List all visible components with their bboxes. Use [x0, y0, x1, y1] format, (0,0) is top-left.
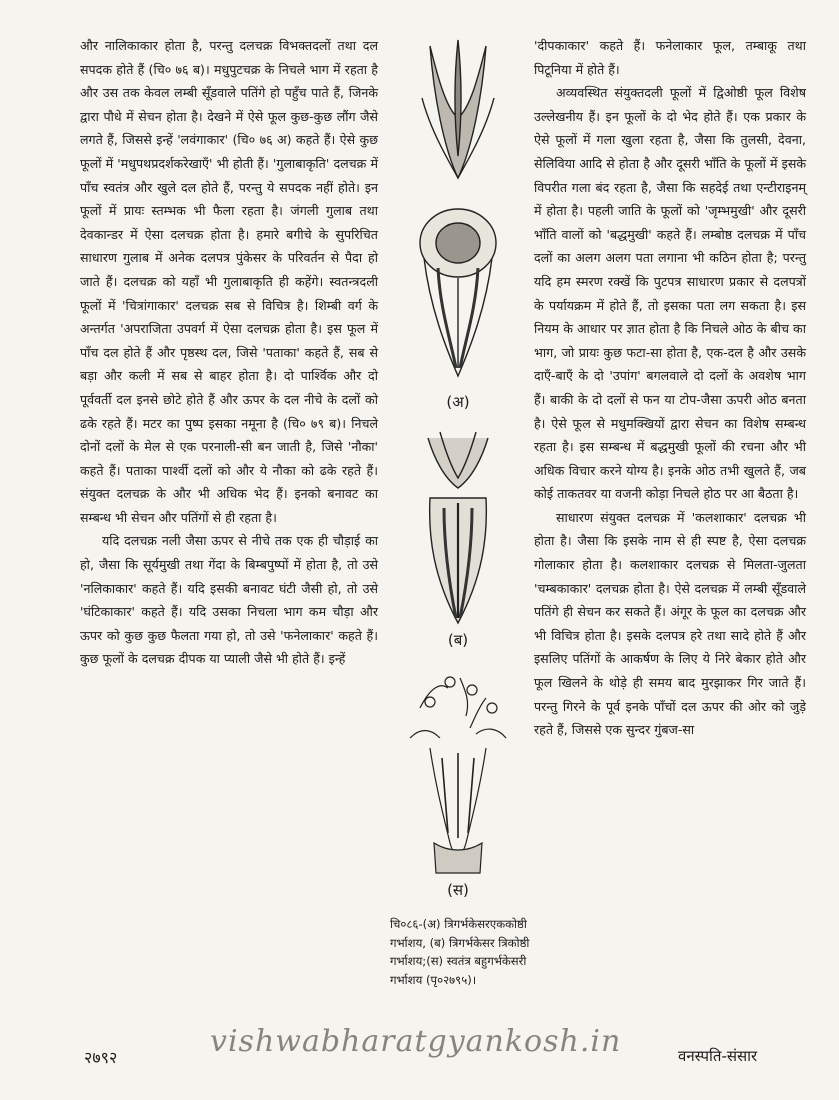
right-paragraph-3: साधारण संयुक्त दलचक्र में 'कलशाकार' दलचक्र भी होता है। जैसा कि इसके नाम से ही स्पष्ट है, ऐसा दलचक्र गोलाकार होता है। कलशाकार दलचक्र से मिलता-जुलता 'चम्बकाकार' दलचक्र होता है। ऐसे दलचक्र में लम्बी सूँडवाले पतिंगे ही सेचन कर सकते हैं। अंगूर के फूल का दलचक्र और भी विचित्र होता है। इसके दलपत्र हरे तथा सादे होते हैं और इसलिए पतिंगों के आकर्षण के लिए ये निरे बेकार होते और फूल खिलने के थोड़े ही समय बाद मुरझाकर गिर जाते हैं। परन्तु गिरने के पूर्व इनके पाँचों दल ऊपर की ओर को जुड़े रहते हैं, जिससे एक सुन्दर गुंबज-सा: [534, 509, 806, 738]
right-text-column: [534, 34, 806, 742]
figure-c-illustration: [400, 668, 516, 874]
figure-b-illustration: [400, 428, 516, 628]
left-paragraph-2: यदि दलचक्र नली जैसा ऊपर से नीचे तक एक ही चौड़ाई का हो, जैसा कि सूर्यमुखी तथा गेंदा के बिम्बपुष्पों में होता है, तो उसे 'नलिकाकार' कहते हैं। यदि इसकी बनावट घंटी जैसी हो, तो उसे 'घंटिकाकार' कहते हैं। यदि उसका निचला भाग कम चौड़ा और ऊपर को कुछ कुछ फैलता गया हो, तो उसे 'फनेलाकार' कहते हैं। कुछ फूलों के दलचक्र दीपक या प्याली जैसे भी होते हैं। इन्हें: [80, 533, 378, 667]
figure-b-label: (ब): [447, 631, 469, 649]
left-paragraph-1: और नालिकाकार होता है, परन्तु दलचक्र विभक्तदलों तथा दल सपदक होते हैं (चि० ७६ ब)। मधुपुटचक्र के निचले भाग में रहता है और उस तक केवल लम्बी सूँडवाले पतिंगे हो पहुँच पाते हैं, जिनके द्वारा पौधे में सेचन होता है। देखने में ऐसे फूल कुछ-कुछ लौंग जैसे लगते हैं, जिससे इन्हें 'लवंगाकार' (चि० ७६ अ) कहते हैं। ऐसे कुछ फूलों में 'मधुपथप्रदर्शकरेखाएँ' भी होती हैं। 'गुलाबाकृति' दलचक्र में पाँच स्वतंत्र और खुले दल होते हैं, परन्तु ये सपदक नहीं होते। इन फूलों में प्रायः स्तम्भक भी फैला रहता है। जंगली गुलाब तथा देवकान्डर में ऐसा दलचक्र होता है। हमारे बगीचे के सुपरिचित साधारण गुलाब में अनेक दलपत्र पुंकेसर के परिवर्तन से पैदा हो जाते हैं। दलचक्र को यहाँ भी गुलाबाकृति ही कहेंगे। स्वतन्त्रदली फूलों में 'चित्रांगाकार' दलचक्र सब से विचित्र है। शिम्बी वर्ग के अन्तर्गत 'अपराजिता उपवर्ग में ऐसा दलचक्र होता है। इस फूल में पाँच दल होते हैं और पृष्ठस्थ दल, जिसे 'पताका' कहते हैं, सब से बड़ा और कली में सब से बाहर होता है। दो पार्श्विक और दो पूर्ववर्ती दल इनसे छोटे होते हैं और ऊपर के दल नीचे के दलों को ढके रहते हैं। मटर का पुष्प इसका नमूना है (चि० ७९ ब)। निचले दोनों दलों के मेल से एक परनाली-सी बन जाती है, जिसे 'नौका' कहते हैं। पताका पार्श्वी दलों को और ये नौका को ढके रहते हैं। संयुक्त दलचक्र के और भी अधिक भेद हैं। इनको बनावट का सम्बन्ध भी सेचन और पतिंगों से ही रहता है।: [80, 38, 378, 525]
right-paragraph-1: 'दीपकाकार' कहते हैं। फनेलाकार फूल, तम्बाकू तथा पिटूनिया में होते हैं।: [534, 38, 806, 77]
figure-caption: चि०८६-(अ) त्रिगर्भकेसरएककोष्ठी गर्भाशय, (ब) त्रिगर्भकेसर त्रिकोष्ठी गर्भाशय;(स) स्वतंत्र बहुगर्भकेसरी गर्भाशय (पृ०२७९५)।: [390, 917, 530, 987]
page-number: २७९२: [84, 1048, 118, 1067]
watermark-text: vishwabharatgyankosh.in: [210, 1024, 622, 1059]
figure-c-label: (स): [447, 881, 469, 899]
figure-a-illustration: [400, 38, 516, 378]
right-paragraph-2: अव्यवस्थित संयुक्तदली फूलों में द्विओष्ठी फूल विशेष उल्लेखनीय हैं। इन फूलों के दो भेद होते हैं। एक प्रकार के ऐसे फूलों में गला खुला रहता है, जैसा कि तुलसी, देवना, सेलिविया आदि से होता है और दूसरी भाँति के फूलों में इसके विपरीत गला बंद रहता है, जैसा कि सहदेई तथा एन्टीराइनम् में होता है। पहली जाति के फूलों को 'जृम्भमुखी' और दूसरी भाँति वालों को 'बद्धमुखी' कहते हैं। लम्बोष्ठ दलचक्र में पाँच दलों का अलग अलग पता लगाना भी कठिन होता है; परन्तु यदि हम स्मरण रक्खें कि पुटपत्र साधारण प्रकार से दलपत्रों के पर्यायक्रम में होते हैं, तो इसका पता लग सकता है। इस नियम के आधार पर ज्ञात होता है कि निचले ओठ के बीच का भाग, जो प्रायः कुछ फटा-सा होता है, एक-दल है और उसके दाएँ-बाएँ के दो 'उपांग' बगलवाले दो दलों के अवशेष भाग हैं। बाकी के दो दलों से फन या टोप-जैसा ऊपरी ओठ बनता है। ऐसे फूल से मधुमक्खियों द्वारा सेचन का विशेष सम्बन्ध रहता है। इस सम्बन्ध में बद्धमुखी फूलों की रचना और भी अधिक विचार करने योग्य है। इनके ओठ तभी खुलते हैं, जब कोई ताकतवर या वजनी कोड़ा निचले होठ पर आ बैठता है।: [534, 85, 806, 502]
figure-a-label: (अ): [446, 393, 470, 411]
left-text-column: [80, 34, 378, 671]
running-footer-title: वनस्पति-संसार: [678, 1047, 758, 1065]
